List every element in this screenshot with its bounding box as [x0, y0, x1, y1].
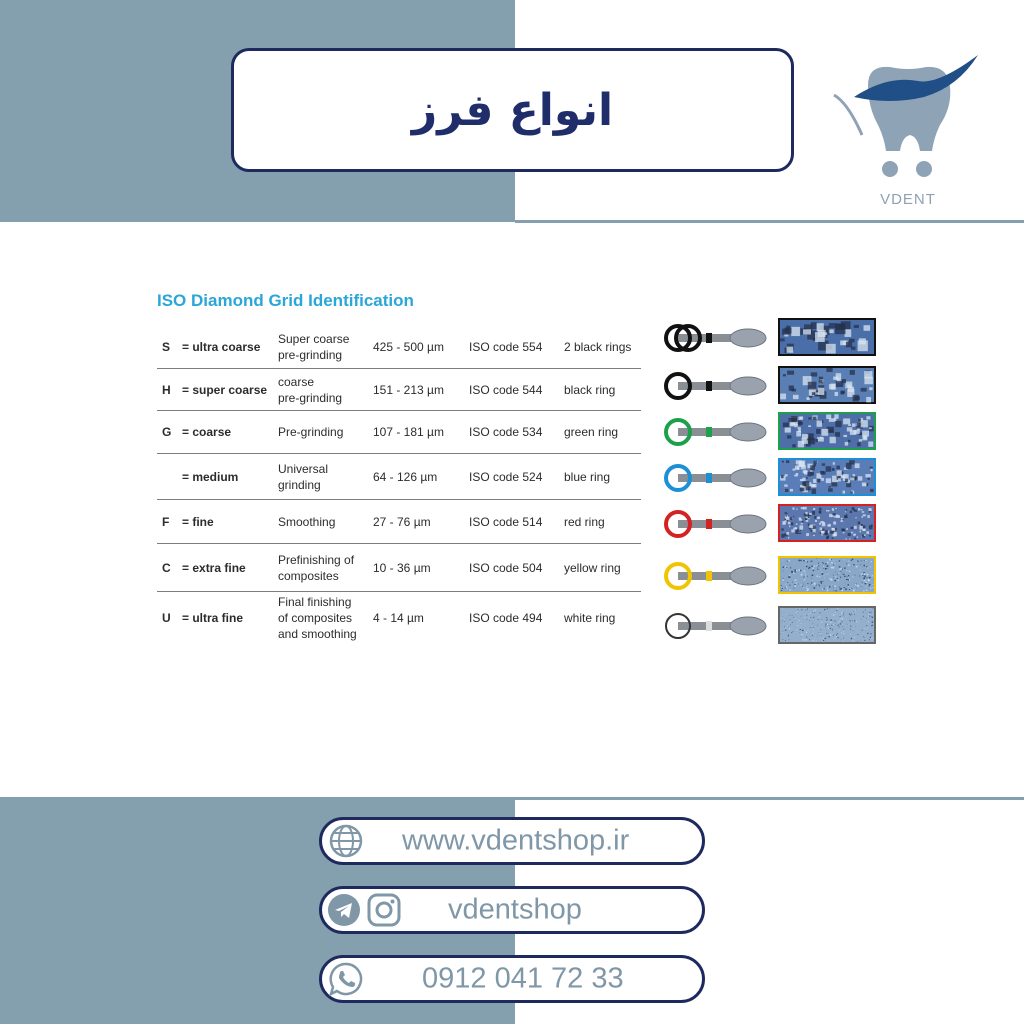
instagram-icon[interactable]: [366, 892, 402, 928]
bur-row: [660, 504, 880, 544]
table-row: [157, 411, 641, 454]
description-line: and smoothing: [278, 627, 357, 641]
title-box: [231, 48, 794, 172]
grit-letter: C: [162, 560, 171, 575]
grid-title: ISO Diamond Grid Identification: [157, 291, 414, 310]
whatsapp-icon[interactable]: [328, 961, 364, 997]
bur-row: [660, 366, 880, 406]
grit-description: [278, 424, 368, 440]
table-row: [157, 544, 641, 592]
grit-grade: = extra fine: [182, 560, 246, 575]
grit-texture-swatch: [778, 606, 876, 644]
diamond-bur-icon: [660, 318, 770, 358]
ring-label: white ring: [564, 611, 616, 625]
description-line: Prefinishing of: [278, 552, 355, 567]
table-row: [157, 369, 641, 411]
description-line: pre-grinding: [278, 348, 343, 362]
page-title: انواع فرز: [411, 84, 614, 136]
grit-description: [278, 594, 368, 642]
grit-grade: = medium: [182, 469, 239, 484]
grit-size: 64 - 126 µm: [373, 469, 438, 484]
grit-letter: S: [162, 340, 171, 354]
bur-row: [660, 556, 880, 596]
grit-grade: = ultra coarse: [182, 340, 261, 354]
header-divider: [515, 220, 1024, 223]
tooth-cart-logo-icon: [828, 45, 988, 185]
grit-texture-swatch: [778, 412, 876, 450]
phone-number[interactable]: 0912 041 72 33: [422, 962, 624, 995]
grit-description: [278, 374, 368, 406]
grit-letter: U: [162, 611, 171, 625]
vdent-logo[interactable]: [828, 45, 998, 215]
social-pill[interactable]: [319, 886, 705, 934]
grit-size: 10 - 36 µm: [373, 560, 431, 575]
ring-label: 2 black rings: [564, 340, 632, 354]
ring-label: red ring: [564, 514, 605, 529]
bur-row: [660, 458, 880, 498]
grit-letter: F: [162, 514, 170, 529]
grit-description: [278, 331, 368, 363]
grit-texture-swatch: [778, 458, 876, 496]
grit-texture-swatch: [778, 556, 876, 594]
grit-size: 107 - 181 µm: [373, 425, 444, 439]
grit-letter: H: [162, 382, 171, 397]
ring-label: black ring: [564, 382, 616, 397]
diamond-bur-icon: [660, 412, 770, 452]
iso-code: ISO code 524: [469, 469, 543, 484]
grit-texture-swatch: [778, 366, 876, 404]
diamond-bur-icon: [660, 606, 770, 646]
iso-code: ISO code 534: [469, 425, 543, 439]
description-line: coarse: [278, 374, 315, 389]
grit-grade: = fine: [182, 514, 214, 529]
social-handle[interactable]: vdentshop: [448, 893, 582, 926]
grit-texture-swatch: [778, 504, 876, 542]
description-line: pre-grinding: [278, 390, 343, 405]
description-line: Super coarse: [278, 332, 350, 346]
iso-code: ISO code 514: [469, 514, 543, 529]
description-line: Pre-grinding: [278, 425, 344, 439]
iso-code: ISO code 504: [469, 560, 543, 575]
description-line: composites: [278, 568, 339, 583]
globe-icon: [328, 823, 364, 859]
grit-size: 27 - 76 µm: [373, 514, 431, 529]
diamond-bur-icon: [660, 504, 770, 544]
description-line: Final finishing: [278, 595, 352, 609]
grit-grade: = ultra fine: [182, 611, 244, 625]
iso-code: ISO code 544: [469, 382, 543, 397]
description-line: grinding: [278, 477, 321, 492]
iso-code: ISO code 494: [469, 611, 543, 625]
grit-letter: G: [162, 425, 172, 439]
grit-description: [278, 461, 368, 493]
phone-pill[interactable]: [319, 955, 705, 1003]
description-line: Smoothing: [278, 514, 336, 529]
footer-divider: [515, 797, 1024, 800]
table-row: [157, 454, 641, 500]
grit-texture-swatch: [778, 318, 876, 356]
grit-size: 425 - 500 µm: [373, 340, 444, 354]
ring-label: green ring: [564, 425, 619, 439]
grit-description: [278, 552, 368, 584]
description-line: Universal: [278, 461, 329, 476]
bur-row: [660, 412, 880, 452]
bur-row: [660, 318, 880, 358]
grit-size: 151 - 213 µm: [373, 382, 444, 397]
table-row: [157, 326, 641, 369]
ring-label: yellow ring: [564, 560, 621, 575]
diamond-bur-icon: [660, 556, 770, 596]
grit-grade: = super coarse: [182, 382, 268, 397]
bur-row: [660, 606, 880, 646]
grit-description: [278, 514, 368, 530]
grit-table: [157, 326, 641, 644]
table-row: [157, 592, 641, 644]
website-pill[interactable]: [319, 817, 705, 865]
ring-label: blue ring: [564, 469, 611, 484]
table-row: [157, 500, 641, 544]
grit-size: 4 - 14 µm: [373, 611, 424, 625]
website-link[interactable]: www.vdentshop.ir: [402, 824, 630, 857]
grit-grade: = coarse: [182, 425, 232, 439]
diamond-bur-icon: [660, 366, 770, 406]
diamond-bur-icon: [660, 458, 770, 498]
bur-images: [660, 318, 880, 648]
telegram-icon[interactable]: [326, 892, 362, 928]
logo-brand-text: VDENT: [880, 191, 936, 208]
iso-code: ISO code 554: [469, 340, 543, 354]
description-line: of composites: [278, 611, 353, 625]
